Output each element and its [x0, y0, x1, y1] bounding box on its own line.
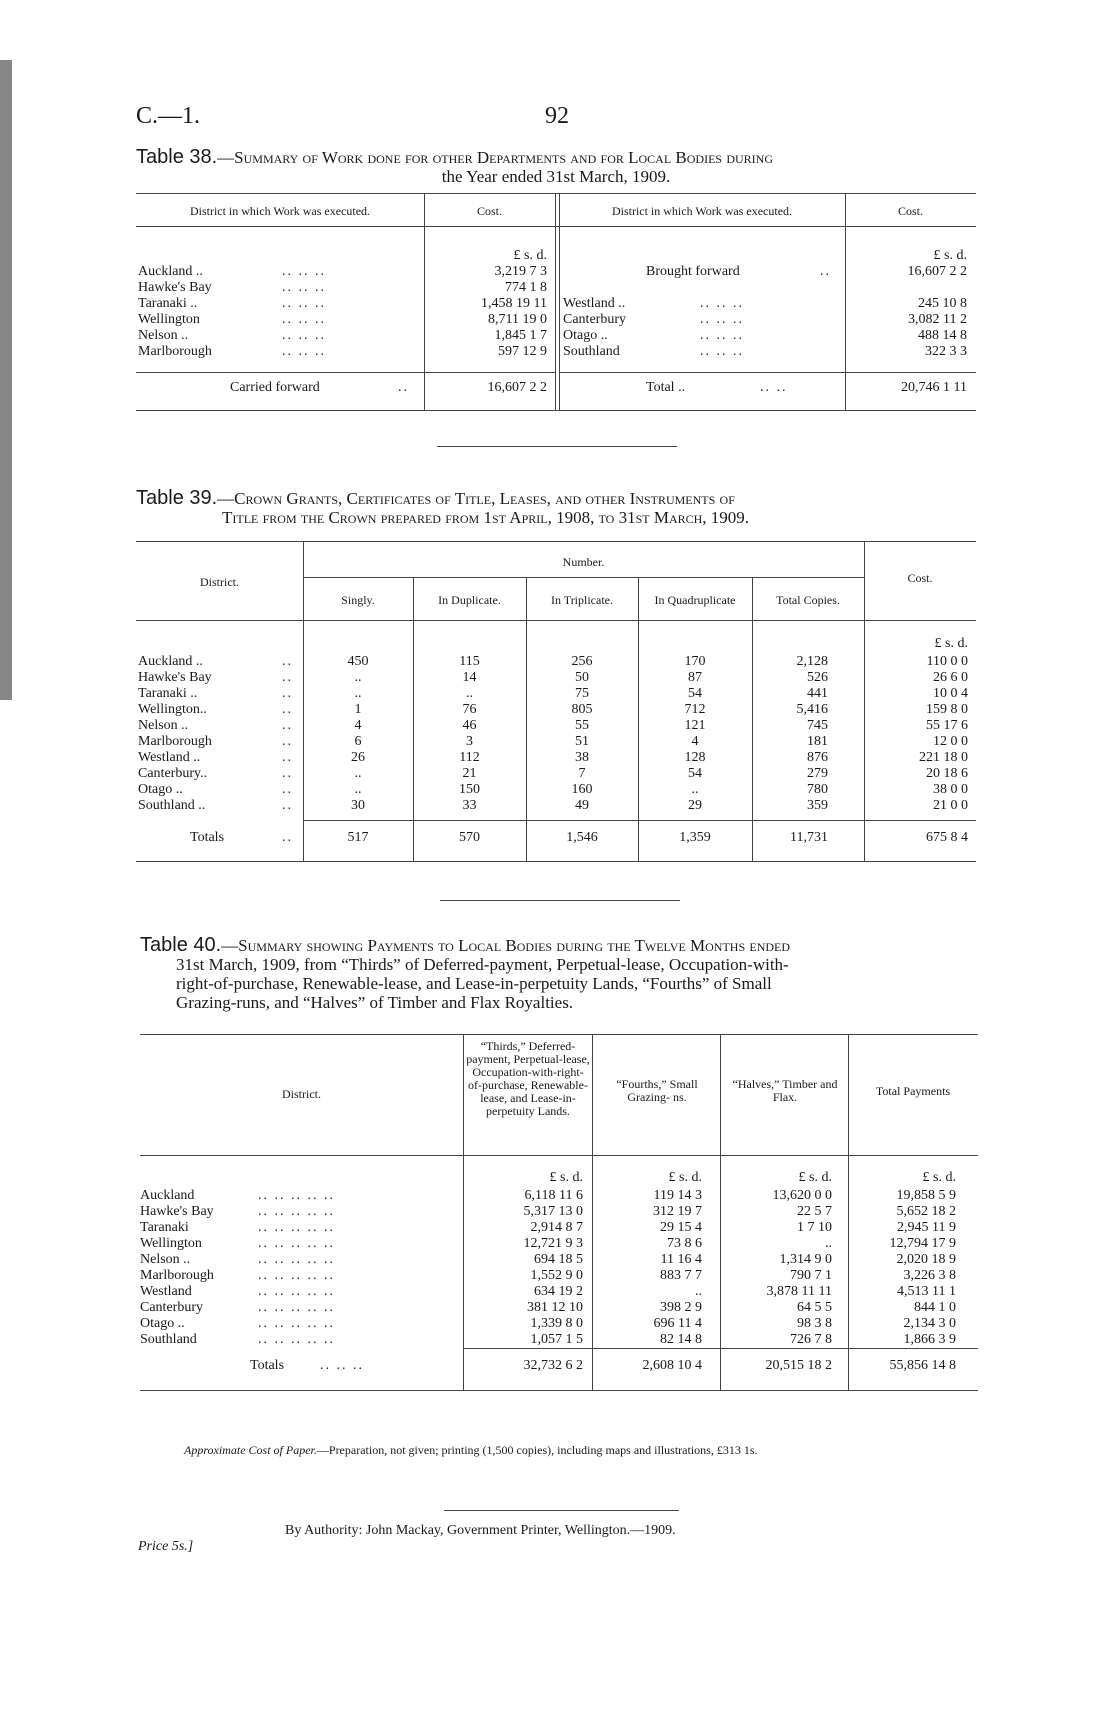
t39-cell-total: 279 [807, 766, 828, 781]
t40-cell-halves: 98 3 8 [797, 1316, 832, 1331]
t40-cell-total: 2,020 18 9 [896, 1252, 956, 1267]
t39-cell-quad: 87 [688, 670, 702, 685]
t38-left-district: Wellington [138, 312, 200, 327]
t39-total-total: 11,731 [790, 830, 828, 845]
t39-cell-quad: 54 [688, 766, 702, 781]
t39-total-trip: 1,546 [566, 830, 598, 845]
t39-col-cost: Cost. [907, 571, 933, 585]
t39-cell-cost: 110 0 0 [926, 654, 968, 669]
t39-district: Wellington.. [138, 702, 207, 717]
price-label: Price 5s.] [138, 1539, 194, 1554]
t40-total-thirds: 32,732 6 2 [523, 1358, 583, 1373]
printer-authority: By Authority: John Mackay, Government Printer, Wellington.—1909. [285, 1523, 676, 1538]
t38-total-dots: .. .. [760, 380, 788, 395]
t38-left-district: Nelson .. [138, 328, 189, 343]
t39-sub-total-copies: Total Copies. [776, 593, 840, 607]
t39-sub-triplicate: In Triplicate. [551, 593, 613, 607]
t40-cell-halves: .. [825, 1236, 832, 1251]
t39-cell-quad: 128 [684, 750, 706, 765]
t39-district: Otago .. [138, 782, 183, 797]
t39-cell-trip: 160 [571, 782, 593, 797]
t40-money-head-fourths: £ s. d. [668, 1170, 702, 1185]
t38-right-district: Canterbury [563, 312, 626, 327]
t39-cell-cost: 26 6 0 [933, 670, 968, 685]
t40-district: Southland [140, 1332, 197, 1347]
t39-dots: .. [282, 670, 293, 685]
t40-col-fourths: “Fourths,” Small Grazing- ns. [616, 1077, 698, 1104]
t40-cell-halves: 13,620 0 0 [772, 1188, 832, 1203]
t39-cell-trip: 7 [578, 766, 586, 781]
t39-total-cost: 675 8 4 [926, 830, 968, 845]
t39-cell-dup: 76 [462, 702, 477, 717]
t40-total-fourths: 2,608 10 4 [642, 1358, 702, 1373]
t38-left-dots: .. .. .. [282, 296, 326, 311]
t40-cell-thirds: 2,914 8 7 [530, 1220, 583, 1235]
t40-district: Wellington [140, 1236, 202, 1251]
t40-col-thirds: “Thirds,” Deferred-payment, Perpetual-lease, Occupation-with-right-of-purchase, Renewable-lease, and Lease-in-perpetuity Lands. [466, 1039, 590, 1118]
t38-left-cost: 1,845 1 7 [494, 328, 547, 343]
t40-cell-halves: 3,878 11 11 [766, 1284, 832, 1299]
t39-dots: .. [282, 734, 293, 749]
t38-carried-label: Carried forward [230, 380, 320, 395]
t39-cell-quad: 29 [688, 798, 702, 813]
t38-right-cost: 322 3 3 [925, 344, 967, 359]
t39-cell-quad: 54 [688, 686, 702, 701]
t40-cell-total: 2,945 11 9 [897, 1220, 956, 1235]
t38-right-dots: .. .. .. [700, 328, 744, 343]
t40-totals-label: Totals [250, 1358, 285, 1373]
scan-edge-stripe [0, 60, 12, 700]
t38-brought-value: 16,607 2 2 [907, 264, 967, 279]
t38-col-district: District in which Work was executed. [189, 204, 371, 218]
t40-cell-halves: 790 7 1 [790, 1268, 832, 1283]
t39-cell-trip: 38 [575, 750, 589, 765]
t40-cell-fourths: 119 14 3 [653, 1188, 702, 1203]
t39-sub-singly: Singly. [341, 593, 375, 607]
table39-title-line2: Title from the Crown prepared from 1st April, 1908, to 31st March, 1909. [222, 508, 750, 527]
t39-cell-quad: 121 [684, 718, 706, 733]
t39-cell-quad: .. [691, 782, 699, 797]
t40-dots: .. .. .. .. .. [258, 1316, 335, 1331]
t40-cell-thirds: 1,057 1 5 [530, 1332, 583, 1347]
t38-left-district: Hawke's Bay [138, 280, 212, 295]
t39-cell-total: 5,416 [796, 702, 828, 717]
t38-left-dots: .. .. .. [282, 280, 326, 295]
t39-cell-quad: 170 [684, 654, 706, 669]
t39-cell-singly: .. [354, 686, 362, 701]
t39-cell-quad: 4 [691, 734, 699, 749]
t39-district: Hawke's Bay [138, 670, 212, 685]
t39-cell-singly: 30 [351, 798, 365, 813]
footer-rule [444, 1510, 679, 1511]
t39-cell-cost: 10 0 4 [933, 686, 968, 701]
t39-district: Marlborough [138, 734, 212, 749]
t40-cell-fourths: 11 16 4 [660, 1252, 702, 1267]
t40-dots: .. .. .. .. .. [258, 1204, 335, 1219]
t39-cell-singly: 4 [354, 718, 362, 733]
t40-district: Hawke's Bay [140, 1204, 214, 1219]
t38-money-head: £ s. d. [513, 248, 547, 263]
t40-cell-halves: 64 5 5 [797, 1300, 832, 1315]
t39-dots: .. [282, 702, 293, 717]
t39-dots: .. [282, 718, 293, 733]
t40-cell-fourths: 883 7 7 [660, 1268, 702, 1283]
t38-carried-value: 16,607 2 2 [487, 380, 547, 395]
t38-left-cost: 774 1 8 [505, 280, 547, 295]
page-number: 92 [545, 103, 569, 129]
t39-totals-label: Totals [190, 830, 225, 845]
t39-cell-total: 526 [807, 670, 828, 685]
t39-total-dup: 570 [459, 830, 480, 845]
t39-cell-singly: .. [354, 782, 362, 797]
t40-cell-fourths: 29 15 4 [660, 1220, 702, 1235]
report-code: C.—1. [136, 103, 201, 129]
t39-cell-singly: 26 [351, 750, 365, 765]
t40-cell-total: 12,794 17 9 [889, 1236, 956, 1251]
table38-title-line2: the Year ended 31st March, 1909. [441, 167, 671, 186]
t39-cell-total: 2,128 [796, 654, 828, 669]
t39-cell-total: 359 [807, 798, 828, 813]
t39-dots: .. [282, 654, 293, 669]
t40-dots: .. .. .. .. .. [258, 1188, 335, 1203]
separator-rule-2 [440, 900, 680, 901]
table40-title-line4: Grazing-runs, and “Halves” of Timber and Flax Royalties. [176, 993, 574, 1012]
t40-totals-dots: .. .. .. [320, 1358, 364, 1373]
t39-district: Southland .. [138, 798, 206, 813]
t40-cell-thirds: 694 18 5 [534, 1252, 583, 1267]
table40-title: Table 40.—Summary showing Payments to Local Bodies during the Twelve Months ended [140, 934, 791, 956]
t39-cell-trip: 49 [575, 798, 589, 813]
t38-right-dots: .. .. .. [700, 312, 744, 327]
t40-cell-halves: 1,314 9 0 [779, 1252, 832, 1267]
t40-district: Auckland [140, 1188, 195, 1203]
t40-cell-thirds: 5,317 13 0 [523, 1204, 583, 1219]
t39-dots: .. [282, 686, 293, 701]
t39-cell-cost: 221 18 0 [919, 750, 968, 765]
t40-cell-thirds: 1,339 8 0 [530, 1316, 583, 1331]
t39-sub-quadruplicate: In Quadruplicate [654, 593, 736, 607]
t38-left-dots: .. .. .. [282, 312, 326, 327]
table40-title-line2: 31st March, 1909, from “Thirds” of Deferred-payment, Perpetual-lease, Occupation-with- [176, 955, 789, 974]
t39-money-head: £ s. d. [934, 636, 968, 651]
t40-cell-halves: 1 7 10 [797, 1220, 832, 1235]
t39-cell-cost: 38 0 0 [933, 782, 968, 797]
t40-cell-total: 2,134 3 0 [903, 1316, 956, 1331]
t40-cell-fourths: 82 14 8 [660, 1332, 702, 1347]
t40-cell-fourths: 73 8 6 [667, 1236, 702, 1251]
t40-cell-fourths: 398 2 9 [660, 1300, 702, 1315]
t39-cell-trip: 51 [575, 734, 589, 749]
t40-cell-total: 19,858 5 9 [896, 1188, 956, 1203]
t40-dots: .. .. .. .. .. [258, 1252, 335, 1267]
t38-left-dots: .. .. .. [282, 264, 326, 279]
t39-dots: .. [282, 798, 293, 813]
t38-col-cost: Cost. [476, 204, 502, 218]
t40-cell-fourths: 696 11 4 [653, 1316, 702, 1331]
t40-money-head-halves: £ s. d. [798, 1170, 832, 1185]
t40-district: Nelson .. [140, 1252, 191, 1267]
t38-left-district: Auckland .. [138, 264, 203, 279]
t40-col-district: District. [282, 1087, 321, 1101]
t39-cell-dup: 21 [462, 766, 477, 781]
table39-title: Table 39.—Crown Grants, Certificates of Title, Leases, and other Instruments of [136, 487, 735, 509]
t40-money-head-total: £ s. d. [922, 1170, 956, 1185]
t40-cell-total: 5,652 18 2 [896, 1204, 956, 1219]
t39-total-singly: 517 [347, 830, 369, 845]
t39-cell-dup: 115 [459, 654, 480, 669]
t38-right-cost: 488 14 8 [918, 328, 967, 343]
t39-sub-duplicate: In Duplicate. [438, 593, 501, 607]
t40-dots: .. .. .. .. .. [258, 1220, 335, 1235]
t39-dots: .. [282, 750, 293, 765]
t40-district: Taranaki [140, 1220, 189, 1235]
t38-total-value: 20,746 1 11 [901, 380, 967, 395]
t40-cell-halves: 726 7 8 [790, 1332, 832, 1347]
t38-right-district: Southland [563, 344, 620, 359]
t40-district: Westland [140, 1284, 192, 1299]
t40-total-total: 55,856 14 8 [889, 1358, 956, 1373]
t39-cell-singly: 6 [354, 734, 362, 749]
t39-cell-singly: 450 [347, 654, 369, 669]
t40-cell-thirds: 6,118 11 6 [524, 1188, 583, 1203]
t39-totals-dots: .. [282, 830, 293, 845]
t40-cell-thirds: 634 19 2 [534, 1284, 583, 1299]
t40-cell-total: 4,513 11 1 [897, 1284, 956, 1299]
t38-right-dots: .. .. .. [700, 344, 744, 359]
t39-district: Auckland .. [138, 654, 203, 669]
t38-right-cost: 245 10 8 [918, 296, 967, 311]
t39-cell-dup: 14 [462, 670, 477, 685]
t39-col-district: District. [200, 575, 239, 589]
t39-cell-trip: 50 [575, 670, 589, 685]
t38-brought-dots: .. [820, 264, 831, 279]
t39-cell-singly: .. [354, 670, 362, 685]
t39-cell-total: 780 [807, 782, 828, 797]
t39-district: Canterbury.. [138, 766, 208, 781]
t38-left-cost: 1,458 19 11 [481, 296, 547, 311]
t39-cell-trip: 805 [571, 702, 593, 717]
t38-right-cost: 3,082 11 2 [908, 312, 967, 327]
t39-cell-trip: 75 [575, 686, 589, 701]
t38-left-dots: .. .. .. [282, 328, 326, 343]
table40-title-line3: right-of-purchase, Renewable-lease, and Lease-in-perpetuity Lands, “Fourths” of Small [176, 974, 772, 993]
t38-left-district: Taranaki .. [138, 296, 198, 311]
t40-cell-thirds: 381 12 10 [527, 1300, 583, 1315]
t38-right-dots: .. .. .. [700, 296, 744, 311]
t40-cell-total: 3,226 3 8 [903, 1268, 956, 1283]
t40-cell-halves: 22 5 7 [797, 1204, 832, 1219]
t39-cell-singly: .. [354, 766, 362, 781]
t40-cell-total: 844 1 0 [914, 1300, 956, 1315]
t38-carried-dots: .. [398, 380, 409, 395]
t40-district: Canterbury [140, 1300, 203, 1315]
t39-cell-total: 441 [807, 686, 828, 701]
t39-district: Nelson .. [138, 718, 189, 733]
t38-left-district: Marlborough [138, 344, 212, 359]
paper-cost-note: Approximate Cost of Paper.—Preparation, not given; printing (1,500 copies), including maps and illustrations, £313 1s. [184, 1443, 758, 1457]
t39-dots: .. [282, 782, 293, 797]
t39-dots: .. [282, 766, 293, 781]
t38-total-label: Total .. [646, 380, 686, 395]
t39-cell-total: 876 [807, 750, 828, 765]
t39-cell-dup: .. [466, 686, 473, 701]
t40-cell-thirds: 1,552 9 0 [530, 1268, 583, 1283]
table38-title: Table 38.—Summary of Work done for other Departments and for Local Bodies during [136, 146, 773, 168]
t40-col-halves: “Halves,” Timber and Flax. [732, 1077, 838, 1104]
t38-left-cost: 8,711 19 0 [488, 312, 547, 327]
t39-cell-total: 745 [807, 718, 828, 733]
t40-cell-fourths: .. [695, 1284, 702, 1299]
t40-dots: .. .. .. .. .. [258, 1236, 335, 1251]
t40-dots: .. .. .. .. .. [258, 1300, 335, 1315]
t40-dots: .. .. .. .. .. [258, 1268, 335, 1283]
t39-cell-cost: 21 0 0 [933, 798, 968, 813]
t39-cell-singly: 1 [354, 702, 362, 717]
t39-cell-trip: 55 [575, 718, 589, 733]
t39-cell-cost: 20 18 6 [926, 766, 968, 781]
t39-cell-dup: 3 [466, 734, 473, 749]
t38-col-district-2: District in which Work was executed. [611, 204, 793, 218]
t40-dots: .. .. .. .. .. [258, 1284, 335, 1299]
t39-cell-total: 181 [807, 734, 828, 749]
t39-col-number: Number. [562, 555, 605, 569]
t40-cell-total: 1,866 3 9 [903, 1332, 956, 1347]
t38-brought-label: Brought forward [646, 264, 740, 279]
t39-cell-trip: 256 [571, 654, 593, 669]
t38-col-cost-2: Cost. [897, 204, 923, 218]
t40-cell-fourths: 312 19 7 [653, 1204, 702, 1219]
t39-cell-dup: 112 [459, 750, 480, 765]
t40-money-head-thirds: £ s. d. [549, 1170, 583, 1185]
t39-cell-cost: 159 8 0 [926, 702, 968, 717]
t39-cell-cost: 55 17 6 [926, 718, 968, 733]
t38-left-cost: 3,219 7 3 [494, 264, 547, 279]
t39-cell-dup: 33 [462, 798, 477, 813]
t39-cell-cost: 12 0 0 [933, 734, 968, 749]
t38-right-district: Westland .. [563, 296, 626, 311]
t40-district: Marlborough [140, 1268, 214, 1283]
t40-col-total: Total Payments [875, 1084, 951, 1098]
t38-left-dots: .. .. .. [282, 344, 326, 359]
t40-dots: .. .. .. .. .. [258, 1332, 335, 1347]
t40-district: Otago .. [140, 1316, 185, 1331]
t39-cell-dup: 150 [459, 782, 480, 797]
t38-money-head-2: £ s. d. [933, 248, 967, 263]
t40-total-halves: 20,515 18 2 [765, 1358, 832, 1373]
t38-left-cost: 597 12 9 [498, 344, 547, 359]
t39-cell-dup: 46 [462, 718, 477, 733]
t38-right-district: Otago .. [563, 328, 608, 343]
t39-cell-quad: 712 [684, 702, 706, 717]
t40-cell-thirds: 12,721 9 3 [523, 1236, 583, 1251]
t39-total-quad: 1,359 [679, 830, 711, 845]
separator-rule [437, 446, 677, 447]
t39-district: Taranaki .. [138, 686, 198, 701]
t39-district: Westland .. [138, 750, 201, 765]
